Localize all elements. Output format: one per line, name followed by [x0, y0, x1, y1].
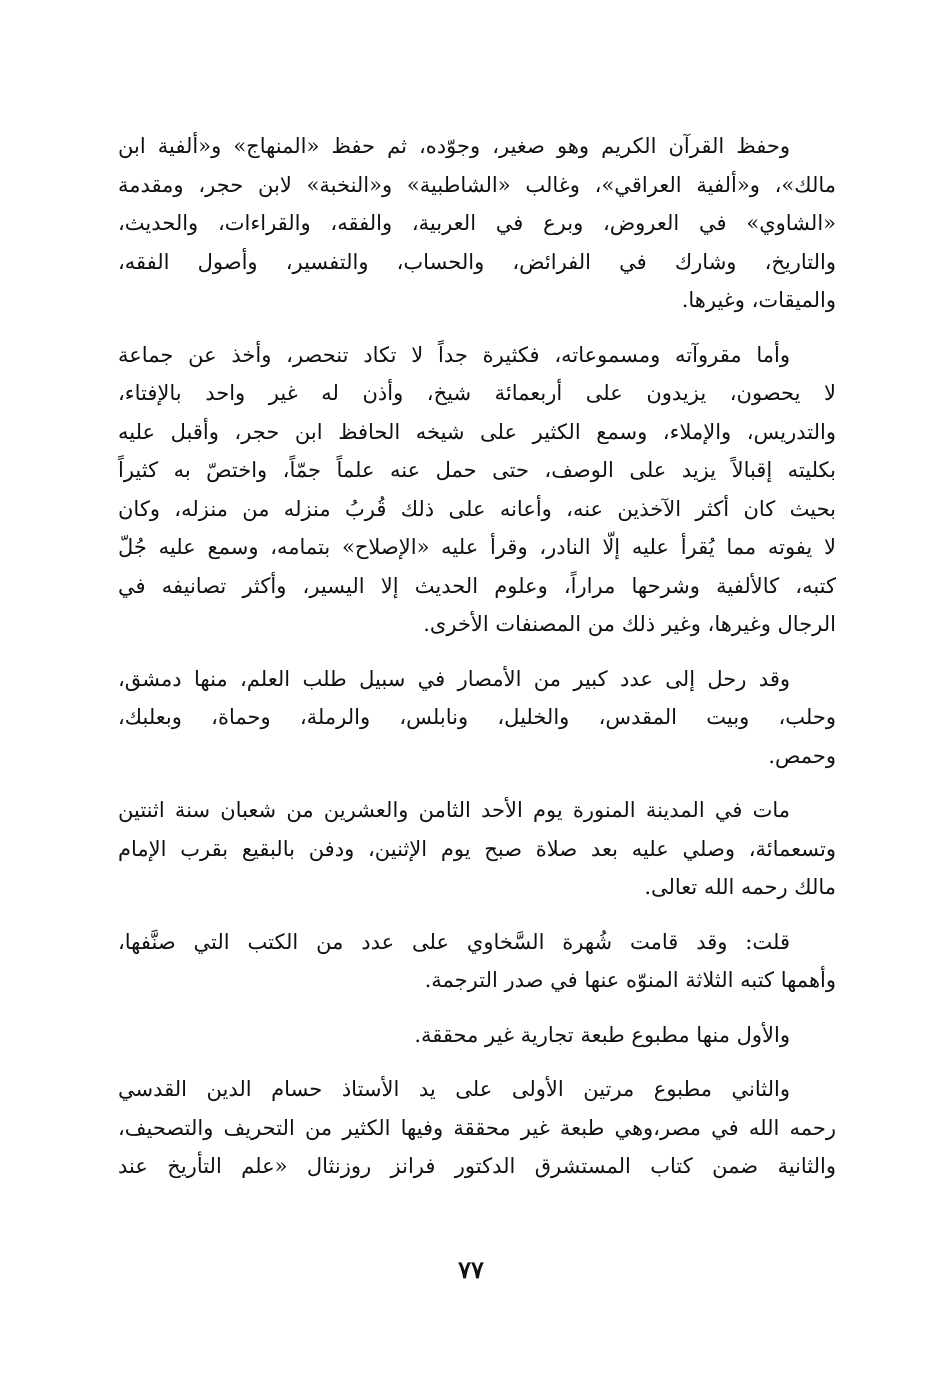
text-line: والتاريخ، وشارك في الفرائض، والحساب، والتفسير، وأصول الفقه،	[118, 249, 836, 274]
text-line: والتدريس، والإملاء، وسمع الكثير على شيخه الحافظ ابن حجر، وأقبل عليه	[118, 419, 836, 444]
paragraph	[118, 923, 836, 1000]
text-line: وأهمها كتبه الثلاثة المنوّه عنها في صدر الترجمة.	[424, 968, 836, 992]
body-text	[118, 127, 836, 1202]
text-line: مالك رحمه الله تعالى.	[644, 875, 836, 899]
paragraph	[118, 1016, 836, 1055]
text-line: وتسعمائة، وصلي عليه بعد صلاة صبح يوم الإثنين، ودفن بالبقيع بقرب الإمام	[118, 836, 836, 861]
text-line: والميقات، وغيرها.	[681, 288, 836, 312]
text-line: رحمه الله في مصر،وهي طبعة غير محققة وفيها الكثير من التحريف والتصحيف،	[118, 1115, 836, 1140]
text-line: بكليته إقبالاً يزيد على الوصف، حتى حمل عنه علماً جمّاً، واختصّ به كثيراً	[118, 458, 836, 482]
text-line: وقد رحل إلى عدد كبير من الأمصار في سبيل طلب العلم، منها دمشق،	[118, 666, 790, 691]
paragraph	[118, 791, 836, 907]
text-line: الرجال وغيرها، وغير ذلك من المصنفات الأخرى.	[423, 612, 836, 636]
text-line: مالك»، و«ألفية العراقي»، وغالب «الشاطبية» و«النخبة» لابن حجر، ومقدمة	[118, 172, 836, 197]
paragraph	[118, 1070, 836, 1186]
page-number: ٧٧	[458, 1255, 484, 1284]
text-line: وحمص.	[768, 743, 836, 768]
text-line: بحيث كان أكثر الآخذين عنه، وأعانه على ذلك قُربُ منزله من منزله، وكان	[118, 496, 836, 521]
text-line: والأول منها مطبوع طبعة تجارية غير محققة.	[414, 1022, 790, 1047]
text-line: لا يفوته مما يُقرأ عليه إلّا النادر، وقرأ عليه «الإصلاح» بتمامه، وسمع عليه جُلّ	[118, 535, 836, 559]
text-line: وحفظ القرآن الكريم وهو صغير، وجوّده، ثم حفظ «المنهاج» و«ألفية ابن	[118, 134, 790, 158]
paragraph	[118, 660, 836, 776]
text-line: قلت: وقد قامت شُهرة السَّخاوي على عدد من الكتب التي صنَّفها،	[118, 929, 790, 954]
text-line: لا يحصون، يزيدون على أربعمائة شيخ، وأذن له غير واحد بالإفتاء،	[118, 381, 836, 405]
text-line: وحلب، وبيت المقدس، والخليل، ونابلس، والرملة، وحماة، وبعلبك،	[118, 705, 836, 729]
text-line: والثاني مطبوع مرتين الأولى على يد الأستاذ حسام الدين القدسي	[118, 1077, 790, 1101]
text-line: «الشاوي» في العروض، وبرع في العربية، والفقه، والقراءات، والحديث،	[118, 211, 836, 235]
text-line: كتبه، كالألفية وشرحها مراراً، وعلوم الحديث إلا اليسير، وأكثر تصانيفه في	[118, 573, 836, 598]
paragraph	[118, 336, 836, 644]
paragraph	[118, 127, 836, 320]
text-line: مات في المدينة المنورة يوم الأحد الثامن والعشرين من شعبان سنة اثنتين	[118, 798, 791, 822]
text-line: وأما مقروآته ومسموعاته، فكثيرة جداً لا تكاد تنحصر، وأخذ عن جماعة	[118, 342, 790, 367]
text-line: والثانية ضمن كتاب المستشرق الدكتور فرانز روزنثال «علم التأريخ عند	[118, 1154, 836, 1178]
